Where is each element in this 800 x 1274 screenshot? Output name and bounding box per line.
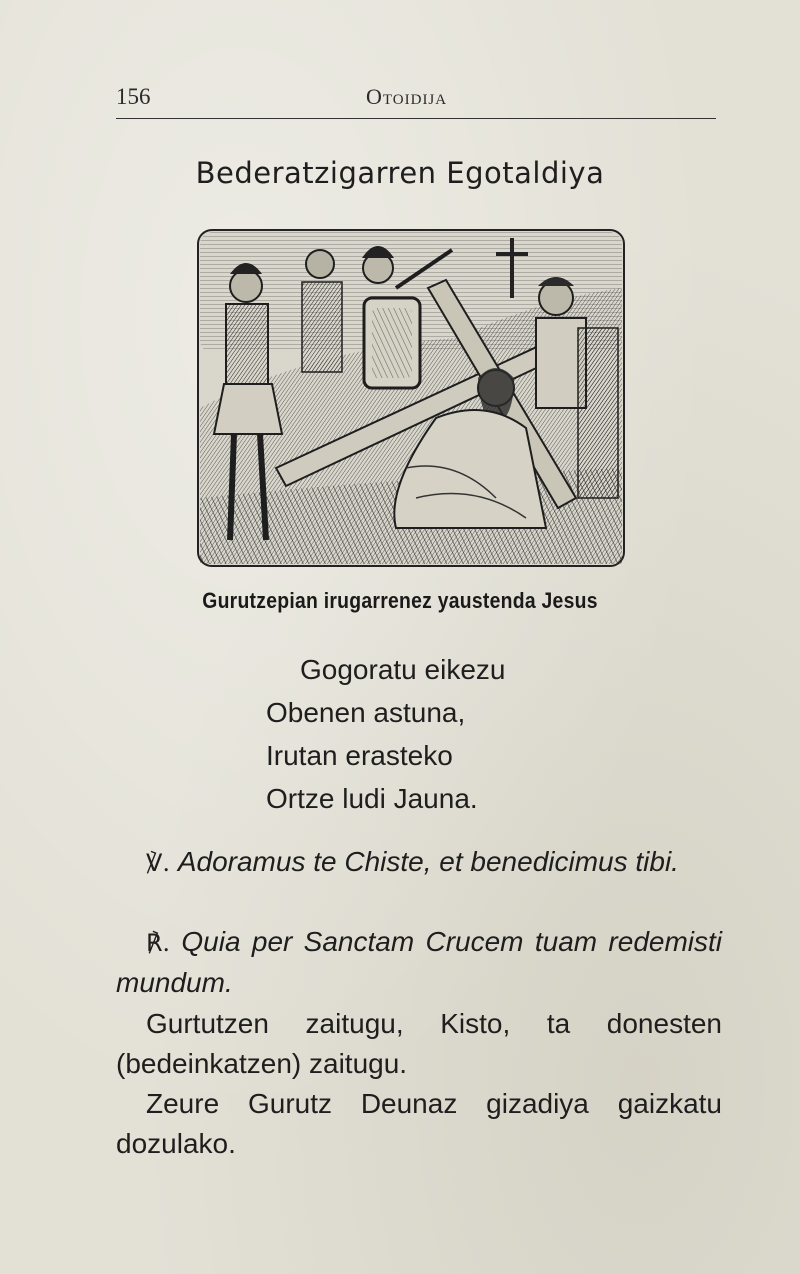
page-header bbox=[116, 84, 716, 119]
response-text: Quia per Sanctam Crucem tuam redemisti mundum. bbox=[116, 926, 723, 998]
illustration-caption: Gurutzepian irugarrenez yaustenda Jesus bbox=[202, 588, 598, 613]
verse-line: Obenen astuna, bbox=[266, 697, 466, 728]
running-title: Otoidija bbox=[366, 84, 448, 109]
page-number: 156 bbox=[116, 84, 151, 109]
response-symbol: ℟. bbox=[146, 929, 171, 957]
verse-line: Irutan erasteko bbox=[266, 740, 453, 771]
verse-line: Ortze ludi Jauna. bbox=[266, 783, 478, 814]
section-title: Bederatzigarren Egotaldiya bbox=[195, 156, 605, 190]
response bbox=[116, 922, 722, 1003]
body-paragraph: Gurtutzen zaitugu, Kisto, ta donesten (bedeinkatzen) zaitugu. bbox=[116, 1008, 722, 1079]
verse-line: Gogoratu eikezu bbox=[300, 654, 506, 685]
engraving-icon bbox=[196, 228, 626, 568]
versicle-text: Adoramus te Chiste, et benedicimus tibi. bbox=[177, 846, 679, 877]
versicle bbox=[116, 842, 722, 883]
body-paragraph: Zeure Gurutz Deunaz gizadiya gaizkatu dozulako. bbox=[116, 1088, 722, 1159]
versicle-symbol: ℣. bbox=[146, 849, 171, 877]
